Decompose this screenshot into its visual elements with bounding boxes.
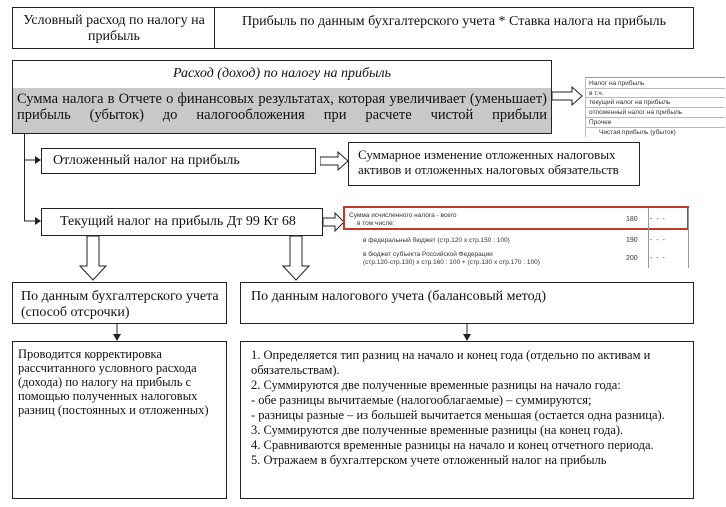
report-row: Налог на прибыль [589, 80, 645, 87]
expense-title: Расход (доход) по налогу на прибыль [172, 66, 392, 81]
arrow-to-deferred-result [320, 151, 350, 171]
arrow-to-declaration [323, 212, 345, 232]
tax-steps-box [240, 341, 694, 499]
declaration-row-text: в федеральный бюджет (стр.120 х стр.150 : 100) [363, 237, 510, 244]
accounting-method-box [12, 282, 227, 324]
accounting-method-title: По данным бухгалтерского учета (способ отсрочки) [21, 289, 219, 320]
declaration-row-code: 190 [626, 237, 638, 244]
report-row: Прочее [589, 119, 612, 126]
connector-vertical [24, 134, 25, 221]
expense-body: Сумма налога в Отчете о финансовых результатах, которая увеличивает (уменьшает) прибыль (убыток) до налогообложения при расчете чистой прибыли [17, 91, 547, 124]
declaration-row-code: 200 [626, 255, 638, 262]
arrow-down-tax-body [460, 324, 474, 342]
declaration-cells: - - - [650, 255, 665, 262]
report-row: в т.ч. [589, 90, 604, 97]
tax-step: - обе разницы вычитаемые (налогооблагаемые) – суммируются; [251, 393, 592, 407]
deferred-result-text: Суммарное изменение отложенных налоговых активов и отложенных налоговых обязательств [358, 147, 619, 177]
tax-step: 3. Суммируются две полученные временные разницы (на конец года). [251, 423, 624, 437]
current-tax-box [41, 208, 323, 236]
deferred-tax-box [41, 148, 316, 174]
arrow-down-accounting [78, 236, 108, 282]
declaration-row-code: 180 [626, 216, 638, 223]
deferred-result-box [348, 142, 640, 186]
declaration-excerpt [343, 206, 695, 268]
connector-arrow-deferred [24, 155, 42, 165]
arrow-down-accounting-body [110, 324, 124, 342]
tax-steps-list [251, 348, 691, 468]
accounting-description: Проводится корректировка рассчитанного условного расхода (дохода) по налогу на прибыль с помощью полученных налоговых разниц (постоянных и отложенных) [18, 347, 209, 417]
declaration-row-text: в бюджет субъекта Российской Федерации [363, 251, 493, 258]
formula-right-text: Прибыль по данным бухгалтерского учета * Ставка налога на прибыль [242, 14, 666, 29]
tax-step: 1. Определяется тип разниц на начало и конец года (отдельно по активам и обязательствам). [251, 348, 651, 377]
declaration-cells: - - - [650, 216, 665, 223]
tax-step: - разницы разные – из большей вычитается меньшая (остается одна разница). [251, 408, 665, 422]
declaration-row-text: Сумма исчисленного налога - всего [349, 212, 457, 219]
tax-method-title: По данным налогового учета (балансовый метод) [251, 289, 546, 304]
tax-step: 4. Сравниваются временные разницы на начало и конец отчетного периода. [251, 438, 654, 452]
expense-box [12, 60, 552, 134]
arrow-down-tax [281, 236, 311, 282]
report-row: отложенный налог на прибыль [589, 109, 683, 116]
tax-step: 2. Суммируются две полученные временные разницы на начало года: [251, 378, 621, 392]
formula-left-box [12, 7, 215, 49]
report-row: Чистая прибыль (убыток) [599, 129, 676, 136]
report-excerpt [585, 77, 725, 137]
tax-method-box [240, 282, 694, 324]
declaration-cells: - - - [650, 237, 665, 244]
declaration-row-sub: в том числе: [357, 220, 395, 227]
accounting-description-box [12, 341, 227, 499]
connector-arrow-current [24, 216, 42, 226]
tax-step: 5. Отражаем в бухгалтерском учете отложенный налог на прибыль [251, 453, 607, 467]
report-row: текущий налог на прибыль [589, 99, 671, 106]
formula-right-box [214, 7, 694, 49]
deferred-tax-label: Отложенный налог на прибыль [53, 153, 240, 168]
current-tax-label: Текущий налог на прибыль Дт 99 Кт 68 [60, 214, 296, 229]
formula-left-text: Условный расход по налогу на прибыль [23, 13, 205, 44]
declaration-row-sub: (стр.120-стр.130) х стр.160 : 100 + (стр.130 х стр.170 : 100) [363, 259, 540, 266]
arrow-to-report [552, 86, 584, 106]
